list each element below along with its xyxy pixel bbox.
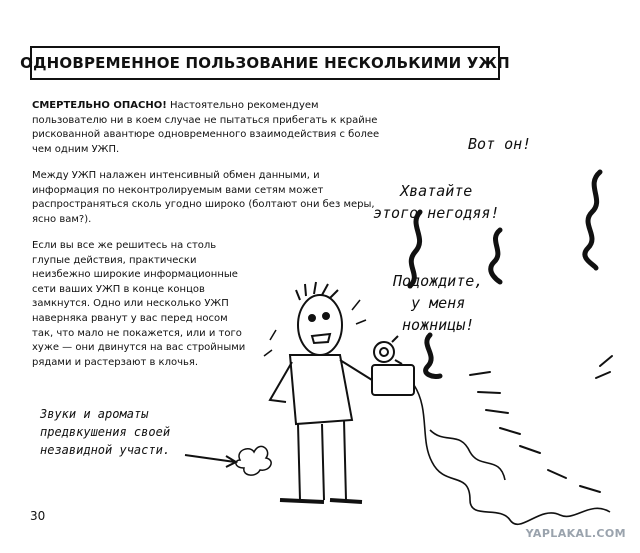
wavy-speech-line-4 [426,335,440,377]
motion-line [478,392,500,393]
motion-line [580,486,600,492]
smell-puff [236,446,271,475]
motion-line [596,372,610,378]
man-shoes [280,500,362,502]
illustration-caption: Звуки и ароматы предвкушения своей незавидной участи. [40,407,171,457]
motion-line [470,372,490,375]
motion-line [520,446,540,453]
panicking-man-figure [270,282,382,502]
speech-quote-2: Хватайте этого негодяя! [373,182,500,222]
phone-device [372,336,414,395]
motion-line [500,428,520,434]
wavy-speech-line-2 [491,230,500,282]
motion-line [486,410,508,413]
wavy-speech-line-1 [585,172,600,268]
paragraph-data-exchange: Между УЖП налажен интенсивный обмен данными, и информация по неконтролируемым вами сетям может распространяться сколь угодно широко (болтают они без меры, ясно вам?). [32,170,375,225]
caption-arrow [185,455,236,467]
wavy-speech-line-3 [410,212,420,286]
page-number: 30 [30,509,46,523]
site-watermark: YAPLAKAL.COM [525,527,626,540]
page-title: ОДНОВРЕМЕННОЕ ПОЛЬЗОВАНИЕ НЕСКОЛЬКИМИ УЖП [20,54,510,72]
motion-line [548,470,566,478]
man-arm-left [270,362,292,402]
speech-quote-1: Вот он! [468,135,532,153]
man-body [290,355,352,424]
man-head [298,295,342,355]
warning-lead: СМЕРТЕЛЬНО ОПАСНО! [32,100,167,111]
man-legs [298,420,346,500]
tangled-cord [414,385,610,524]
warning-text: Настоятельно рекомендуем пользователю ни в коем случае не пытаться прибегать к крайне рискованной авантюре одновременного взаимодействия с более чем одним УЖП. [32,100,380,155]
paragraph-consequences: Если вы все же решитесь на столь глупые действия, практически неизбежно широкие информационные сети ваших УЖП в конце концов замкнутся. Одно или несколько УЖП наверняка рванут у вас перед носом так, что мало не покажется, или и того хуже — они двинутся на вас стройными рядами и растерзают в клочья. [32,240,246,368]
motion-line [600,356,612,366]
speech-quote-3: Подождите, у меня ножницы! [393,272,484,334]
man-mouth [312,334,330,343]
